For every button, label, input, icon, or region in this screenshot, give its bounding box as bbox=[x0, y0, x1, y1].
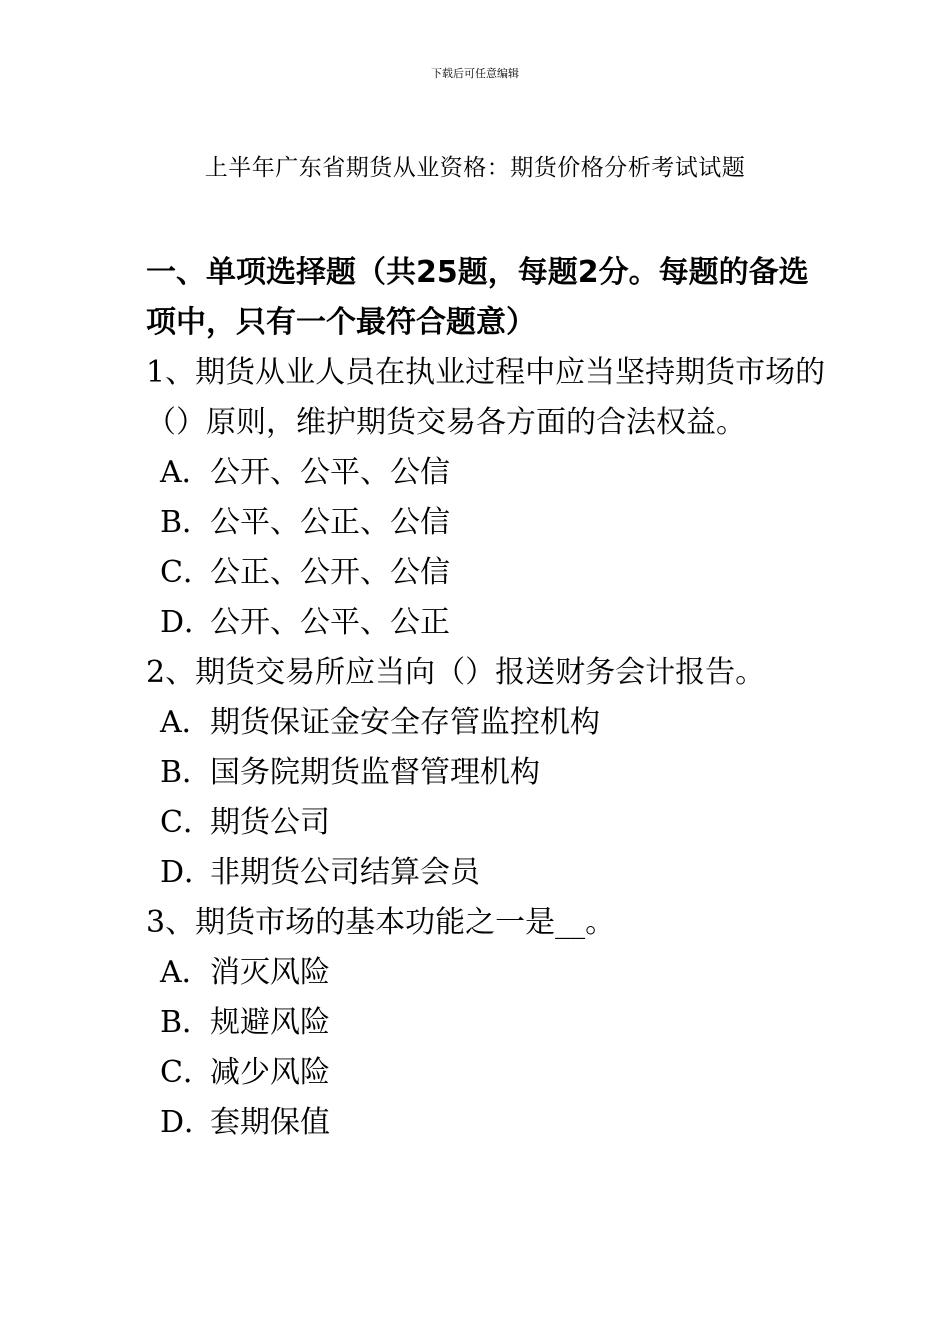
question-text: 3、期货市场的基本功能之一是__。 bbox=[146, 905, 616, 940]
option-letter: C． bbox=[160, 1055, 213, 1090]
option-text: 公开、公平、公信 bbox=[210, 455, 450, 490]
option-letter: D． bbox=[160, 1105, 215, 1140]
option-text: 公平、公正、公信 bbox=[210, 505, 450, 540]
option-c bbox=[146, 1048, 826, 1098]
option-d bbox=[146, 1098, 826, 1148]
option-text: 非期货公司结算会员 bbox=[210, 855, 480, 890]
option-text: 国务院期货监督管理机构 bbox=[210, 755, 540, 790]
option-letter: D． bbox=[160, 605, 215, 640]
header-note: 下载后可任意编辑 bbox=[431, 67, 519, 80]
option-d bbox=[146, 848, 826, 898]
option-text: 公正、公开、公信 bbox=[210, 555, 450, 590]
option-b bbox=[146, 748, 826, 798]
option-letter: B． bbox=[160, 505, 213, 540]
option-letter: D． bbox=[160, 855, 215, 890]
section-heading: 一、单项选择题（共25题，每题2分。每题的备选项中，只有一个最符合题意） bbox=[146, 255, 809, 340]
option-letter: A． bbox=[160, 705, 212, 740]
page-title: 上半年广东省期货从业资格：期货价格分析考试试题 bbox=[204, 155, 746, 181]
option-list bbox=[146, 448, 826, 648]
option-d bbox=[146, 598, 826, 648]
option-a bbox=[146, 948, 826, 998]
option-b bbox=[146, 498, 826, 548]
option-b bbox=[146, 998, 826, 1048]
question-2 bbox=[146, 648, 826, 898]
question-1 bbox=[146, 348, 826, 648]
option-text: 公开、公平、公正 bbox=[210, 605, 450, 640]
question-text: 2、期货交易所应当向（）报送财务会计报告。 bbox=[146, 655, 766, 690]
option-letter: C． bbox=[160, 805, 213, 840]
option-a bbox=[146, 698, 826, 748]
option-letter: A． bbox=[160, 955, 212, 990]
option-text: 消灭风险 bbox=[210, 955, 330, 990]
option-c bbox=[146, 548, 826, 598]
option-text: 期货保证金安全存管监控机构 bbox=[210, 705, 600, 740]
option-letter: C． bbox=[160, 555, 213, 590]
option-a bbox=[146, 448, 826, 498]
option-letter: B． bbox=[160, 755, 213, 790]
question-text: 1、期货从业人员在执业过程中应当坚持期货市场的（）原则，维护期货交易各方面的合法权益。 bbox=[146, 355, 826, 440]
option-text: 套期保值 bbox=[210, 1105, 330, 1140]
option-text: 期货公司 bbox=[210, 805, 330, 840]
option-c bbox=[146, 798, 826, 848]
option-letter: B． bbox=[160, 1005, 213, 1040]
option-text: 减少风险 bbox=[210, 1055, 330, 1090]
question-3 bbox=[146, 898, 826, 1148]
option-list bbox=[146, 698, 826, 898]
document-body bbox=[146, 248, 826, 1148]
option-text: 规避风险 bbox=[210, 1005, 330, 1040]
option-letter: A． bbox=[160, 455, 212, 490]
option-list bbox=[146, 948, 826, 1148]
